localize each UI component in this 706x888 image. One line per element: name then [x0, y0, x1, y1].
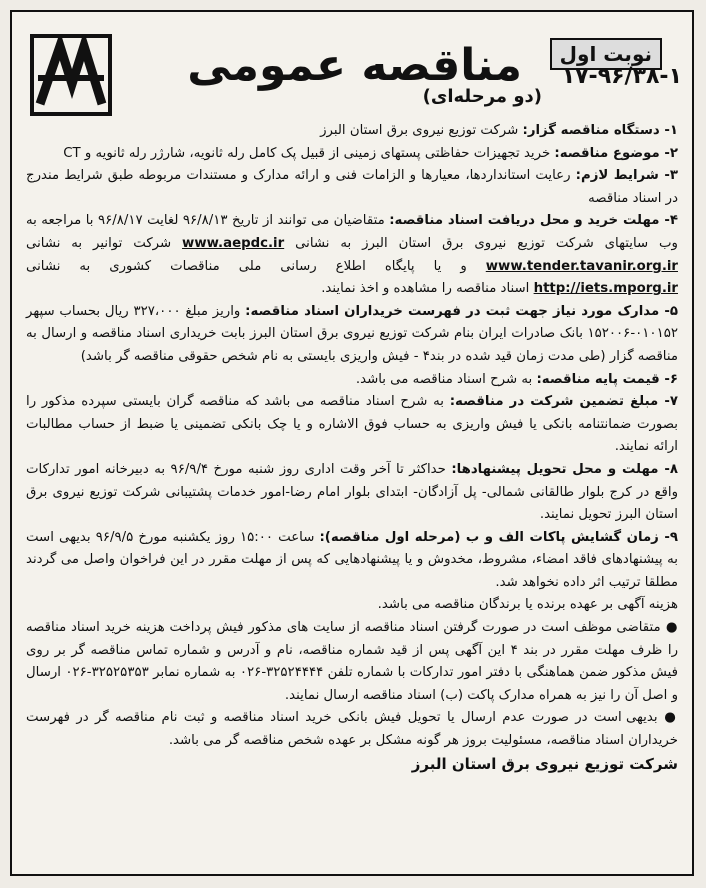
item-1: ۱- دستگاه مناقصه گزار: شرکت توزیع نیروی برق استان البرز [320, 123, 678, 138]
notice-title: مناقصه عمومی [187, 40, 522, 91]
item-3: ۳- شرایط لازم: رعایت استانداردها، معیارها و الزامات فنی و ارائه مدارک و مستندات مربوطه طبق شرایط مندرج در اسناد مناقصه [26, 168, 678, 206]
note-1: ● متقاضی موظف است در صورت گرفتن اسناد مناقصه از سایت های مذکور فیش پرداخت هزینه خرید اسناد مناقصه را ظرف مهلت مقرر در بند ۴ این آگهی پس از قید شماره مناقصه، نام و آدرس و شماره تماس مناقصه گر بر روی فیش مذکور ضمن هماهنگی با دفتر امور تدارکات با شماره تلفن ۳۲۵۲۴۴۴۴-۰۲۶ به شماره نمابر ۳۲۵۲۵۳۵۳-۰۲۶ ارسال و اصل آن را نیز به همراه مدارک پاکت (ب) اسناد مناقصه ارسال نمایند. [26, 620, 678, 703]
item-6: ۶- قیمت پایه مناقصه: به شرح اسناد مناقصه می باشد. [355, 371, 678, 387]
round-badge: نوبت اول [550, 38, 662, 70]
footer-company: شرکت توزیع نیروی برق استان البرز [411, 754, 678, 773]
note-2: ● بدیهی است در صورت عدم ارسال یا تحویل فیش بانکی خرید اسناد مناقصه و ثبت نام مناقصه گر در فهرست خریداران اسناد مناقصه، مسئولیت بروز هر گونه مشکل بر عهده شخص مناقصه گر می باشد. [26, 710, 678, 749]
company-logo [30, 34, 112, 116]
aepdc-link[interactable]: www.aepdc.ir [182, 235, 285, 251]
item-4: ۴- مهلت خرید و محل دریافت اسناد مناقصه: متقاضیان می توانند از تاریخ ۹۶/۸/۱۳ لغایت ۹۶/۸/۱۷ با مراجعه به وب سایتهای شرکت توزیع نیروی برق استان البرز به نشانی www.aepdc.ir شرکت توانیر به نشانی www.tender.tavanir.org.ir و یا پایگاه اطلاع رسانی ملی مناقصات کشوری به نشانی http://iets.mporg.ir اسناد مناقصه را مشاهده و اخذ نمایند. [26, 213, 678, 297]
iets-link[interactable]: http://iets.mporg.ir [533, 281, 678, 297]
bullet-icon: ● [660, 620, 678, 636]
tender-number: ۱۷-۹۶/۳۸-۱ [561, 64, 682, 89]
bullet-icon: ● [657, 710, 678, 726]
tender-notice [10, 10, 694, 876]
item-8: ۸- مهلت و محل تحویل پیشنهادها: حداکثر تا آخر وقت اداری روز شنبه مورخ ۹۶/۹/۴ به دبیرخانه امور تدارکات واقع در کرج بلوار طالقانی شمالی- پل آزادگان- ابتدای بلوار امام رضا-امور خدمات پشتیبانی شرکت توزیع نیروی برق استان البرز تحویل نمایند. [26, 461, 678, 523]
notice-body [26, 120, 678, 864]
item-5: ۵- مدارک مورد نیاز جهت ثبت در فهرست خریداران اسناد مناقصه: واریز مبلغ ۳۲۷،۰۰۰ ریال بحساب سپهر ۰۱۰۱۵۲-۱۵۲۰۰۶ بانک صادرات ایران بنام شرکت توزیع نیروی برق استان البرز بابت خریداری اسناد مناقصه و ارسال به مناقصه گزار (طی مدت زمان قید شده در بند۴ - فیش واریزی بایستی به نام شخص حقوقی مناقصه گر باشد) [26, 303, 678, 364]
cost-note: هزینه آگهی بر عهده برنده یا برندگان مناقصه می باشد. [377, 597, 678, 613]
notice-header [12, 12, 692, 122]
item-9: ۹- زمان گشایش پاکات الف و ب (مرحله اول مناقصه): ساعت ۱۵:۰۰ روز یکشنبه مورخ ۹۶/۹/۵ بدیهی است به پیشنهادهای فاقد امضاء، مشروط، مخدوش و یا پیشنهادهایی که پس از مهلت مقرر در این فراخوان واصل می گردند مطلقا ترتیب اثر داده نخواهد شد. [26, 529, 678, 590]
tavanir-link[interactable]: www.tender.tavanir.org.ir [485, 258, 678, 274]
notice-stage: (دو مرحله‌ای) [422, 86, 542, 107]
item-2: ۲- موضوع مناقصه: خرید تجهیزات حفاظتی پستهای زمینی از قبیل پک کامل رله ثانویه، شارژر رله ثانویه و CT [63, 145, 678, 161]
item-7: ۷- مبلغ تضمین شرکت در مناقصه: به شرح اسناد مناقصه می باشد که مناقصه گران بایستی سپرده مذکور را بصورت ضمانتنامه بانکی یا فیش واریزی به حساب فوق الاشاره و یا چک بانکی تضمینی یا ضبط از حساب مطالبات ارائه نمایند. [26, 394, 679, 455]
